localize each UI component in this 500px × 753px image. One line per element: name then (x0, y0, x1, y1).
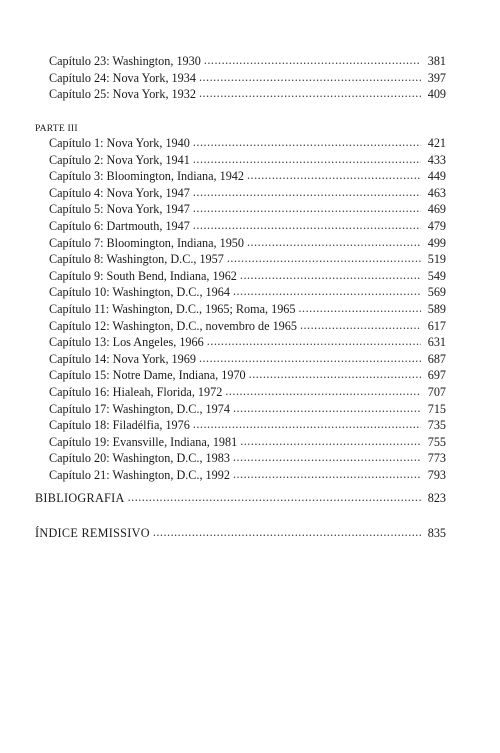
toc-entry-page: 449 (427, 169, 446, 184)
dot-leader (199, 85, 421, 101)
toc-entry-title: Capítulo 4: Nova York, 1947 (49, 185, 190, 200)
dot-leader (233, 449, 421, 465)
toc-entry (49, 401, 446, 417)
toc-entry-page: 707 (427, 385, 446, 399)
toc-entry-page: 631 (427, 335, 446, 350)
toc-entry (49, 70, 446, 86)
toc-entry-page: 499 (427, 235, 446, 250)
toc-entry (49, 152, 446, 168)
toc-entry-page: 755 (427, 434, 446, 449)
toc-entry-title: Capítulo 12: Washington, D.C., novembro de 1965 (49, 318, 297, 333)
toc-entry-page: 381 (427, 54, 446, 68)
dot-leader (193, 200, 421, 216)
toc-entry-title: Capítulo 11: Washington, D.C., 1965; Roma, 1965 (49, 302, 296, 316)
toc-entry-title: Capítulo 19: Evansville, Indiana, 1981 (49, 434, 238, 449)
toc-entry (49, 251, 446, 267)
toc-entry-page: 519 (427, 252, 446, 267)
toc-entry (49, 450, 446, 466)
toc-entry (49, 86, 446, 102)
toc-entry-page: 433 (427, 152, 446, 167)
toc-entry-page: 773 (427, 451, 446, 466)
dot-leader (300, 317, 421, 333)
toc-entry-title: Capítulo 1: Nova York, 1940 (49, 136, 190, 150)
dot-leader (193, 184, 421, 200)
dot-leader (225, 383, 421, 399)
toc-entry-title: Capítulo 3: Bloomington, Indiana, 1942 (49, 169, 244, 184)
dot-leader (233, 283, 421, 299)
dot-leader (193, 416, 421, 432)
toc-entry-page: 793 (427, 468, 446, 482)
toc-entry-title: Capítulo 6: Dartmouth, 1947 (49, 219, 190, 233)
toc-entry (49, 301, 446, 317)
dot-leader (193, 217, 421, 233)
toc-entry (49, 218, 446, 234)
toc-entry-page: 421 (427, 136, 446, 150)
toc-entry-bibliography (35, 490, 446, 506)
toc-entry (49, 351, 446, 367)
toc-entry (49, 268, 446, 284)
toc-entry-title: Capítulo 9: South Bend, Indiana, 1962 (49, 268, 237, 283)
toc-entry-title: BIBLIOGRAFIA (35, 491, 125, 505)
dot-leader (247, 167, 421, 183)
toc-entry-page: 835 (427, 526, 446, 540)
toc-entry-page: 409 (427, 87, 446, 101)
toc-entry-title: Capítulo 17: Washington, D.C., 1974 (49, 401, 230, 416)
dot-leader (153, 524, 421, 540)
toc-entry-title: Capítulo 7: Bloomington, Indiana, 1950 (49, 235, 244, 250)
toc-entry-title: Capítulo 21: Washington, D.C., 1992 (49, 468, 230, 482)
dot-leader (207, 333, 421, 349)
dot-leader (199, 350, 421, 366)
dot-leader (233, 466, 421, 482)
toc-entry (49, 235, 446, 251)
toc-entry-title: Capítulo 2: Nova York, 1941 (49, 152, 190, 167)
dot-leader (299, 300, 422, 316)
toc-entry-index (35, 525, 446, 541)
toc-entry-page: 569 (427, 285, 446, 300)
toc-entry (49, 417, 446, 433)
toc-entry-title: Capítulo 14: Nova York, 1969 (49, 351, 196, 366)
toc-entry-title: ÍNDICE REMISSIVO (35, 526, 150, 540)
toc-entry-title: Capítulo 20: Washington, D.C., 1983 (49, 451, 230, 466)
toc-entry-page: 397 (427, 70, 446, 85)
toc-entry-title: Capítulo 15: Notre Dame, Indiana, 1970 (49, 368, 246, 383)
toc-entry (49, 334, 446, 350)
toc-entry-title: Capítulo 8: Washington, D.C., 1957 (49, 252, 224, 267)
toc-entry (49, 53, 446, 69)
toc-entry-title: Capítulo 18: Filadélfia, 1976 (49, 418, 190, 433)
toc-entry (49, 201, 446, 217)
toc-entry-title: Capítulo 10: Washington, D.C., 1964 (49, 285, 230, 300)
toc-entry-page: 715 (427, 401, 446, 416)
toc-entry (49, 367, 446, 383)
part-heading: PARTE III (35, 123, 78, 134)
toc-entry-title: Capítulo 23: Washington, 1930 (49, 54, 201, 68)
toc-entry-page: 697 (427, 368, 446, 383)
toc-entry (49, 318, 446, 334)
toc-entry-page: 549 (427, 268, 446, 283)
dot-leader (204, 52, 421, 68)
toc-entry-title: Capítulo 25: Nova York, 1932 (49, 87, 196, 101)
dot-leader (247, 234, 421, 250)
toc-entry-page: 463 (427, 185, 446, 200)
dot-leader (193, 134, 421, 150)
toc-entry-title: Capítulo 13: Los Angeles, 1966 (49, 335, 204, 350)
toc-entry-title: Capítulo 24: Nova York, 1934 (49, 70, 196, 85)
dot-leader (128, 489, 421, 505)
toc-entry (49, 467, 446, 483)
dot-leader (249, 366, 421, 382)
toc-entry (49, 135, 446, 151)
toc-entry-page: 479 (427, 219, 446, 233)
toc-entry-title: Capítulo 16: Hialeah, Florida, 1972 (49, 385, 223, 399)
dot-leader (240, 267, 421, 283)
dot-leader (199, 69, 421, 85)
toc-entry-page: 469 (427, 202, 446, 217)
toc-entry-page: 823 (427, 491, 446, 505)
toc-entry (49, 168, 446, 184)
toc-entry-page: 589 (427, 302, 446, 316)
toc-entry-title: Capítulo 5: Nova York, 1947 (49, 202, 190, 217)
toc-entry-page: 687 (427, 351, 446, 366)
toc-entry-page: 735 (427, 418, 446, 433)
toc-entry-page: 617 (427, 318, 446, 333)
dot-leader (233, 400, 421, 416)
dot-leader (227, 250, 421, 266)
toc-entry (49, 384, 446, 400)
toc-entry (49, 434, 446, 450)
toc-entry (49, 185, 446, 201)
dot-leader (193, 151, 421, 167)
dot-leader (240, 433, 421, 449)
toc-entry (49, 284, 446, 300)
